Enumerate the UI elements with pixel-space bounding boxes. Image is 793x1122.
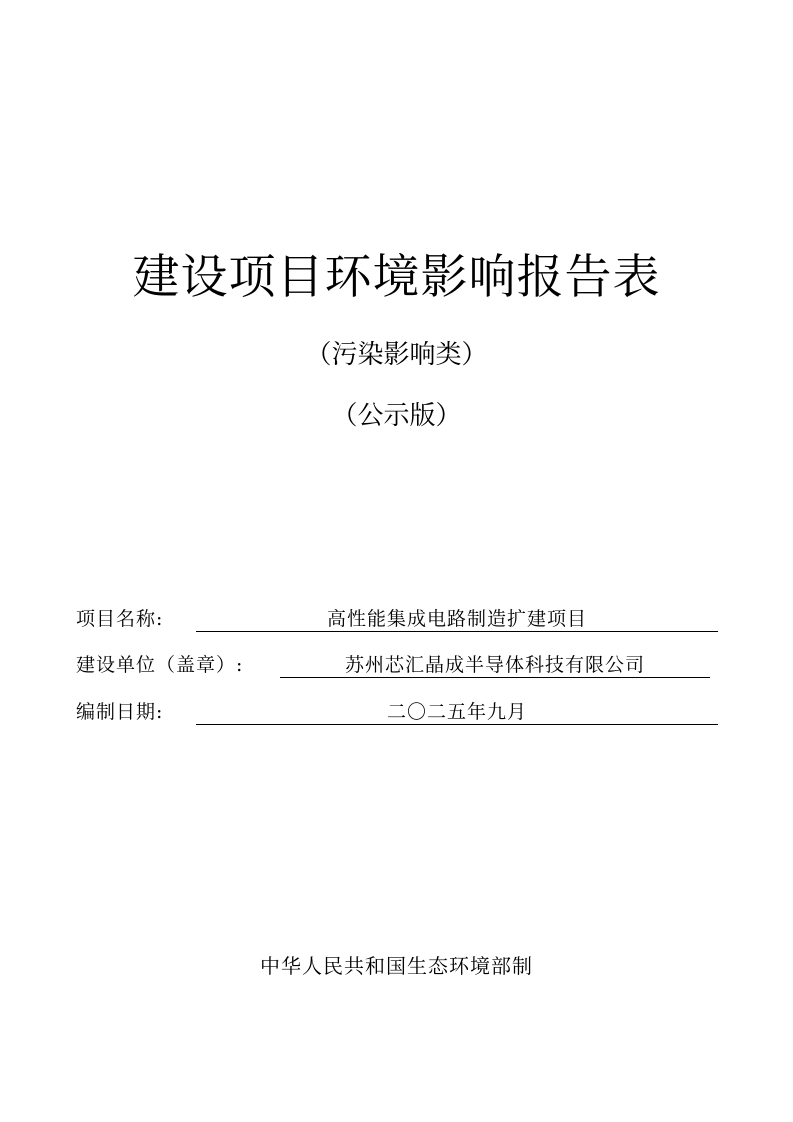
preparation-date-value: 二〇二五年九月 [196,696,718,725]
public-edition-subtitle: （公示版） [331,401,462,431]
construction-unit-row [76,649,736,681]
preparation-date-row [76,696,736,728]
report-title: 建设项目环境影响报告表 [132,250,661,305]
project-name-row [76,603,736,635]
report-type-subtitle: （污染影响类） [305,340,488,370]
project-name-label: 项目名称: [76,608,164,630]
issuer-footer: 中华人民共和国生态环境部制 [260,954,533,978]
project-name-value: 高性能集成电路制造扩建项目 [196,603,718,632]
construction-unit-label: 建设单位（盖章）: [76,654,244,676]
preparation-date-label: 编制日期: [76,701,164,723]
construction-unit-value: 苏州芯汇晶成半导体科技有限公司 [280,649,710,678]
